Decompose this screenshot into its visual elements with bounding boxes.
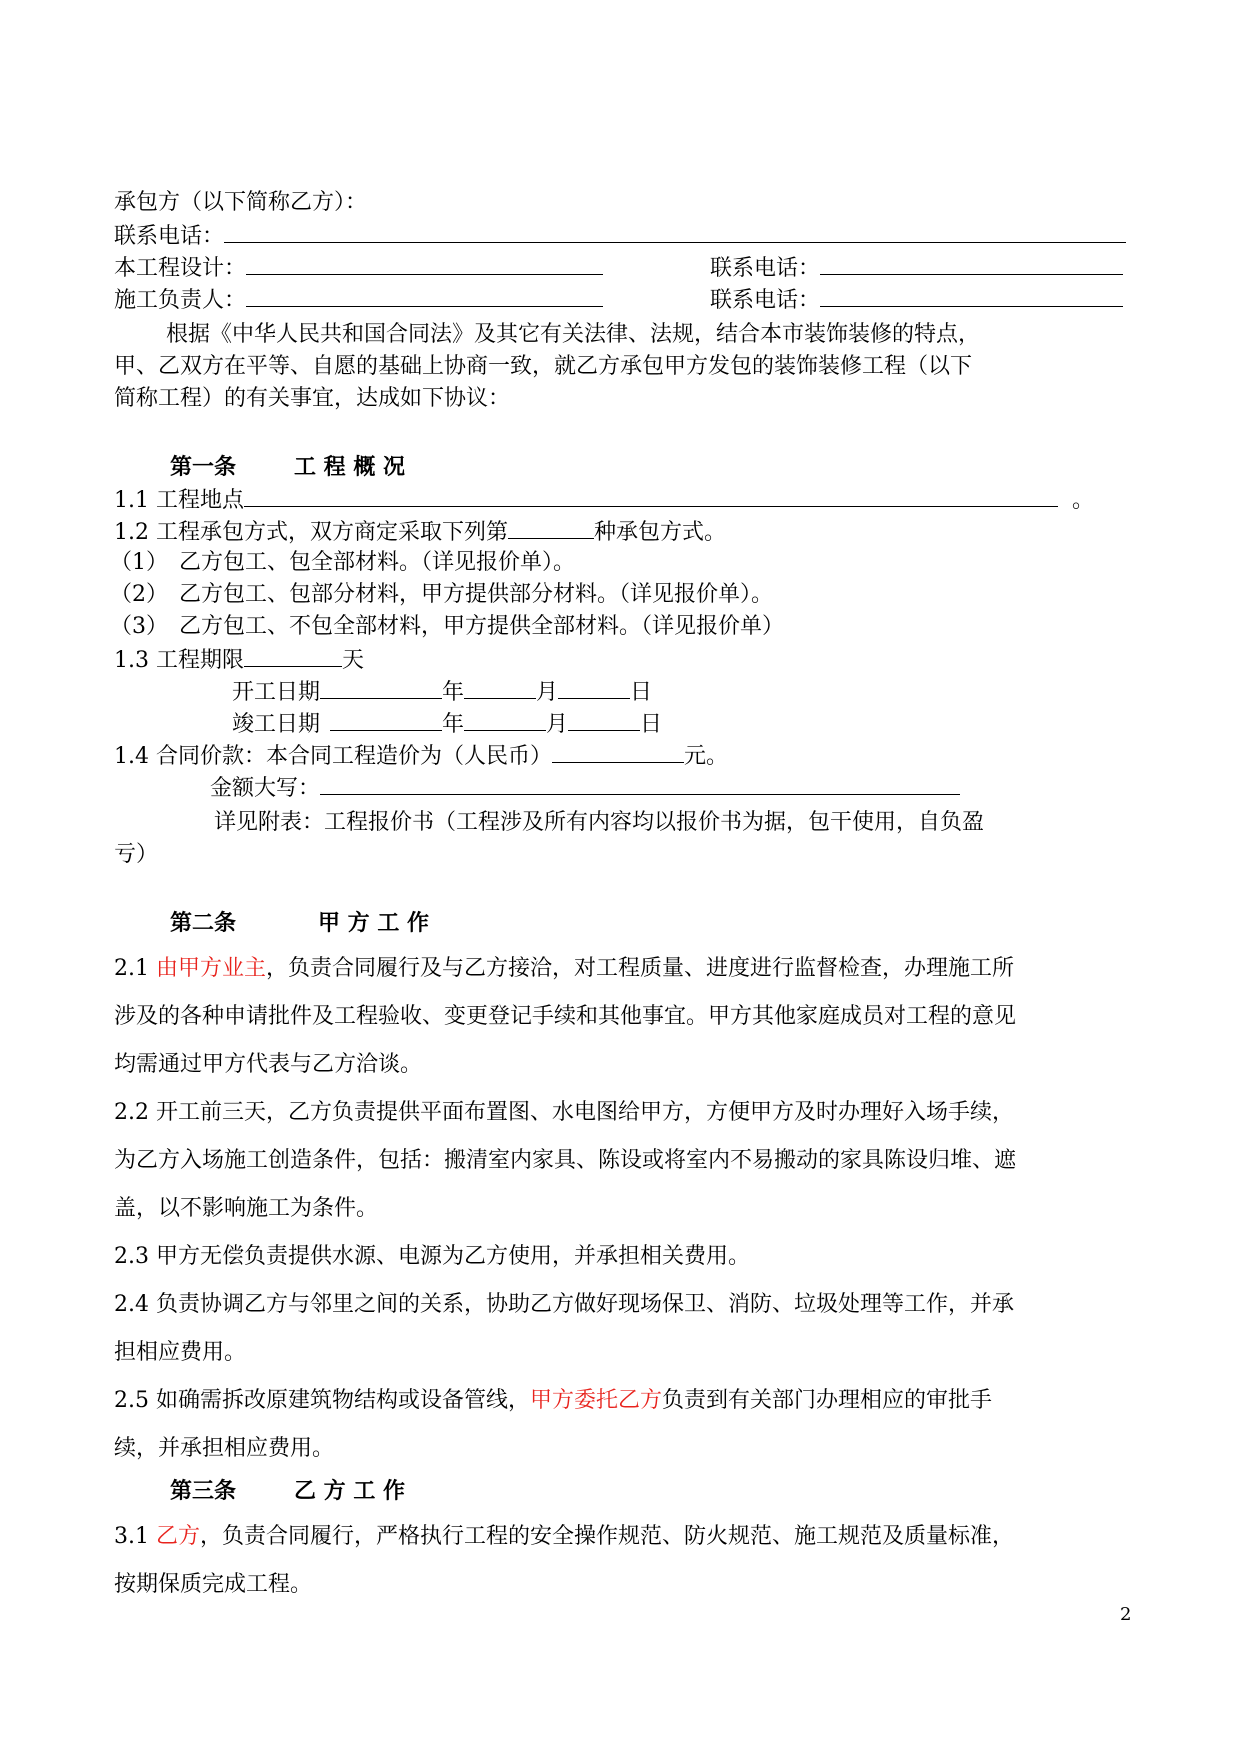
designer-phone-line bbox=[710, 252, 1123, 284]
site-label: 1.1 工程地点 bbox=[114, 488, 244, 513]
contact-phone-blank[interactable] bbox=[224, 220, 1126, 243]
para-2-2-line-3: 盖，以不影响施工为条件。 bbox=[114, 1196, 379, 1221]
item-1-3 bbox=[114, 644, 364, 676]
article-2-heading bbox=[170, 908, 429, 938]
manager-phone-line bbox=[710, 284, 1123, 316]
para-2-2-line-2: 为乙方入场施工创造条件，包括：搬清室内家具、陈设或将室内不易搬动的家具陈设归堆、遮 bbox=[114, 1148, 1017, 1173]
para-2-4-line-2: 担相应费用。 bbox=[114, 1340, 247, 1365]
designer-line bbox=[114, 252, 603, 284]
article-1-title: 工 程 概 况 bbox=[294, 454, 405, 480]
intro-line-3: 简称工程）的有关事宜，达成如下协议： bbox=[114, 386, 511, 411]
para-3-1-text: ，负责合同履行，严格执行工程的安全操作规范、防火规范、施工规范及质量标准， bbox=[200, 1524, 1015, 1549]
site-blank[interactable] bbox=[244, 484, 1058, 507]
owner-highlight: 由甲方业主 bbox=[155, 956, 266, 981]
manager-line bbox=[114, 284, 603, 316]
article-3-heading bbox=[170, 1476, 405, 1506]
amount-label: 金额大写： bbox=[210, 776, 321, 801]
option-3: （3） 乙方包工、不包全部材料，甲方提供全部材料。（详见报价单） bbox=[110, 614, 784, 639]
method-suffix: 种承包方式。 bbox=[593, 520, 726, 545]
end-month-unit: 月 bbox=[546, 712, 569, 737]
item-1-1 bbox=[114, 484, 1094, 516]
para-3-1-line-1 bbox=[114, 1522, 1014, 1552]
end-date-label: 竣工日期 bbox=[232, 712, 321, 737]
para-2-1-text: ，负责合同履行及与乙方接洽，对工程质量、进度进行监督检查，办理施工所 bbox=[266, 956, 1015, 981]
designer-phone-label: 联系电话： bbox=[710, 256, 821, 281]
para-2-5-line-2: 续，并承担相应费用。 bbox=[114, 1436, 335, 1461]
start-month-unit: 月 bbox=[536, 680, 559, 705]
start-date-label: 开工日期 bbox=[232, 680, 321, 705]
manager-phone-blank[interactable] bbox=[820, 284, 1123, 307]
site-end: 。 bbox=[1071, 488, 1094, 513]
end-date-line bbox=[232, 708, 662, 740]
contact-phone-line bbox=[114, 220, 1126, 252]
detail-line-2: 亏） bbox=[114, 842, 159, 867]
price-label: 1.4 合同价款：本合同工程造价为（人民币） bbox=[114, 744, 552, 769]
para-2-5-line-1 bbox=[114, 1386, 992, 1416]
intro-line-1: 根据《中华人民共和国合同法》及其它有关法律、法规，结合本市装饰装修的特点， bbox=[166, 322, 981, 347]
period-blank[interactable] bbox=[244, 644, 342, 667]
option-1: （1） 乙方包工、包全部材料。（详见报价单）。 bbox=[110, 550, 575, 575]
para-3-1-line-2: 按期保质完成工程。 bbox=[114, 1572, 313, 1597]
amount-line bbox=[210, 772, 960, 804]
end-day-blank[interactable] bbox=[568, 708, 640, 731]
para-2-5-text: 2.5 如确需拆改原建筑物结构或设备管线， bbox=[114, 1388, 530, 1413]
start-year-unit: 年 bbox=[442, 680, 465, 705]
method-label: 1.2 工程承包方式，双方商定采取下列第 bbox=[114, 520, 508, 545]
period-label: 1.3 工程期限 bbox=[114, 648, 244, 673]
item-1-2 bbox=[114, 516, 726, 548]
manager-phone-label: 联系电话： bbox=[710, 288, 821, 313]
para-2-4-line-1: 2.4 负责协调乙方与邻里之间的关系，协助乙方做好现场保卫、消防、垃圾处理等工作，并承 bbox=[114, 1292, 1014, 1317]
designer-label: 本工程设计： bbox=[114, 256, 247, 281]
amount-blank[interactable] bbox=[320, 772, 960, 795]
para-2-3: 2.3 甲方无偿负责提供水源、电源为乙方使用，并承担相关费用。 bbox=[114, 1244, 750, 1269]
option-2: （2） 乙方包工、包部分材料，甲方提供部分材料。（详见报价单）。 bbox=[110, 582, 773, 607]
method-blank[interactable] bbox=[508, 516, 594, 539]
contact-phone-label: 联系电话： bbox=[114, 224, 225, 249]
article-1-heading bbox=[170, 452, 405, 482]
start-month-blank[interactable] bbox=[464, 676, 536, 699]
intro-line-2: 甲、乙双方在平等、自愿的基础上协商一致，就乙方承包甲方发包的装饰装修工程（以下 bbox=[114, 354, 973, 379]
contractor-label: 承包方（以下简称乙方）： bbox=[114, 190, 368, 215]
start-day-unit: 日 bbox=[630, 680, 653, 705]
page-number: 2 bbox=[1120, 1604, 1132, 1625]
designer-phone-blank[interactable] bbox=[820, 252, 1123, 275]
end-month-blank[interactable] bbox=[464, 708, 546, 731]
price-blank[interactable] bbox=[552, 740, 684, 763]
start-date-line bbox=[232, 676, 652, 708]
para-2-1-line-1 bbox=[114, 954, 1014, 984]
end-day-unit: 日 bbox=[640, 712, 663, 737]
period-unit: 天 bbox=[341, 648, 364, 673]
para-2-2-line-1: 2.2 开工前三天，乙方负责提供平面布置图、水电图给甲方，方便甲方及时办理好入场手续， bbox=[114, 1100, 1014, 1125]
article-3-title: 乙 方 工 作 bbox=[294, 1478, 405, 1504]
contractor-line bbox=[114, 188, 367, 218]
article-1-number: 第一条 bbox=[170, 454, 237, 480]
article-2-number: 第二条 bbox=[170, 910, 237, 936]
price-unit: 元。 bbox=[683, 744, 728, 769]
article-2-title: 甲 方 工 作 bbox=[318, 910, 429, 936]
article-3-number: 第三条 bbox=[170, 1478, 237, 1504]
para-2-1-line-2: 涉及的各种申请批件及工程验收、变更登记手续和其他事宜。甲方其他家庭成员对工程的意见 bbox=[114, 1004, 1017, 1029]
para-2-1-line-3: 均需通过甲方代表与乙方洽谈。 bbox=[114, 1052, 423, 1077]
para-3-1-number: 3.1 bbox=[114, 1524, 156, 1549]
delegation-highlight: 甲方委托乙方 bbox=[529, 1388, 662, 1413]
para-2-5-text-rest: 负责到有关部门办理相应的审批手 bbox=[662, 1388, 993, 1413]
para-2-1-number: 2.1 bbox=[114, 956, 156, 981]
contractor-highlight: 乙方 bbox=[155, 1524, 200, 1549]
end-year-blank[interactable] bbox=[330, 708, 442, 731]
designer-blank[interactable] bbox=[246, 252, 603, 275]
start-year-blank[interactable] bbox=[320, 676, 442, 699]
start-day-blank[interactable] bbox=[558, 676, 630, 699]
end-year-unit: 年 bbox=[442, 712, 465, 737]
manager-label: 施工负责人： bbox=[114, 288, 247, 313]
item-1-4 bbox=[114, 740, 728, 772]
manager-blank[interactable] bbox=[246, 284, 603, 307]
detail-line-1: 详见附表：工程报价书（工程涉及所有内容均以报价书为据，包干使用，自负盈 bbox=[214, 810, 985, 835]
